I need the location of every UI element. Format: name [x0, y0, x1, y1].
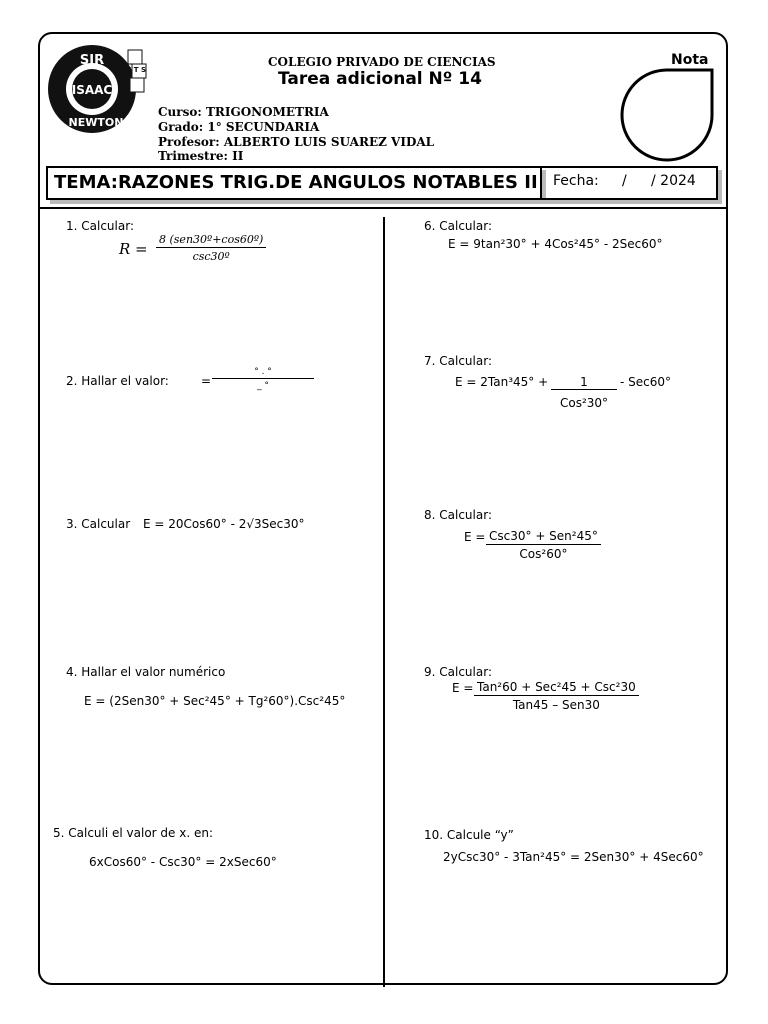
problem-1-numerator: 8 (sen30º+cos60º) [156, 233, 266, 248]
problem-7-label: 7. Calcular: [424, 354, 492, 368]
problem-7-fraction [551, 375, 617, 410]
problem-6-equation: E = 9tan²30° + 4Cos²45° - 2Sec60° [448, 237, 663, 251]
problem-6-label: 6. Calcular: [424, 219, 492, 233]
problem-8-lhs: E = [464, 530, 486, 544]
grade-line: Grado: 1° SECUNDARIA [158, 120, 320, 134]
problem-9-lhs: E = [452, 681, 474, 695]
problem-9-fraction [474, 680, 639, 712]
problem-5-equation: 6xCos60° - Csc30° = 2xSec60° [89, 855, 277, 869]
problem-7-numerator: 1 [551, 375, 617, 390]
problem-9-label: 9. Calcular: [424, 665, 492, 679]
problem-8-label: 8. Calcular: [424, 508, 492, 522]
problem-8-numerator: Csc30° + Sen²45° [486, 529, 601, 545]
problem-2-numerator: ° . ° [212, 367, 314, 379]
logo-text-bottom: NEWTON [68, 116, 124, 129]
problem-7-denominator: Cos²30° [559, 396, 609, 410]
problem-7-equation-right: - Sec60° [620, 375, 672, 389]
problem-1-denominator: csc30º [192, 250, 230, 263]
topic-title: TEMA:RAZONES TRIG.DE ANGULOS NOTABLES II [54, 172, 538, 193]
problem-1-lhs: R = [119, 240, 148, 258]
problem-10-equation: 2yCsc30° - 3Tan²45° = 2Sen30° + 4Sec60° [443, 850, 704, 864]
problem-1-label: 1. Calcular: [66, 219, 134, 233]
header-divider [38, 207, 728, 209]
problem-2-label: 2. Hallar el valor: [66, 374, 169, 388]
problem-3-equation: E = 20Cos60° - 2√3Sec30° [143, 517, 305, 531]
school-name: COLEGIO PRIVADO DE CIENCIAS [268, 55, 496, 69]
date-slash: / [622, 173, 627, 189]
problem-2-eq: = [201, 374, 212, 388]
date-year: / 2024 [651, 173, 696, 189]
problem-3-label: 3. Calcular [66, 517, 131, 531]
problem-5-label: 5. Calculi el valor de x. en: [53, 826, 214, 840]
course-line: Curso: TRIGONOMETRIA [158, 105, 329, 119]
problem-2-fraction [212, 367, 314, 391]
problem-4-label: 4. Hallar el valor numérico [66, 665, 226, 679]
column-divider [383, 217, 385, 987]
logo-side-text: X T S [125, 66, 147, 74]
logo-text-mid: ISAAC [71, 83, 113, 97]
grade-box [620, 68, 714, 162]
problem-2-denominator: _ ° [257, 381, 269, 391]
school-logo [46, 42, 150, 136]
problem-1-fraction [156, 233, 266, 263]
teacher-line: Profesor: ALBERTO LUIS SUAREZ VIDAL [158, 135, 435, 149]
problem-7-equation-left: E = 2Tan³45° + [455, 375, 549, 389]
task-title: Tarea adicional Nº 14 [278, 69, 482, 89]
problem-4-equation: E = (2Sen30° + Sec²45° + Tg²60°).Csc²45° [84, 694, 346, 708]
logo-text-top: SIR [79, 53, 105, 68]
problem-10-label: 10. Calcule “y” [424, 828, 514, 842]
nota-label: Nota [671, 52, 709, 68]
problem-8-fraction [486, 529, 601, 561]
problem-9-denominator: Tan45 – Sen30 [512, 698, 600, 712]
problem-9-numerator: Tan²60 + Sec²45 + Csc²30 [474, 680, 639, 696]
date-label: Fecha: [553, 173, 599, 189]
problem-8-denominator: Cos²60° [519, 547, 568, 561]
term-line: Trimestre: II [158, 149, 244, 163]
